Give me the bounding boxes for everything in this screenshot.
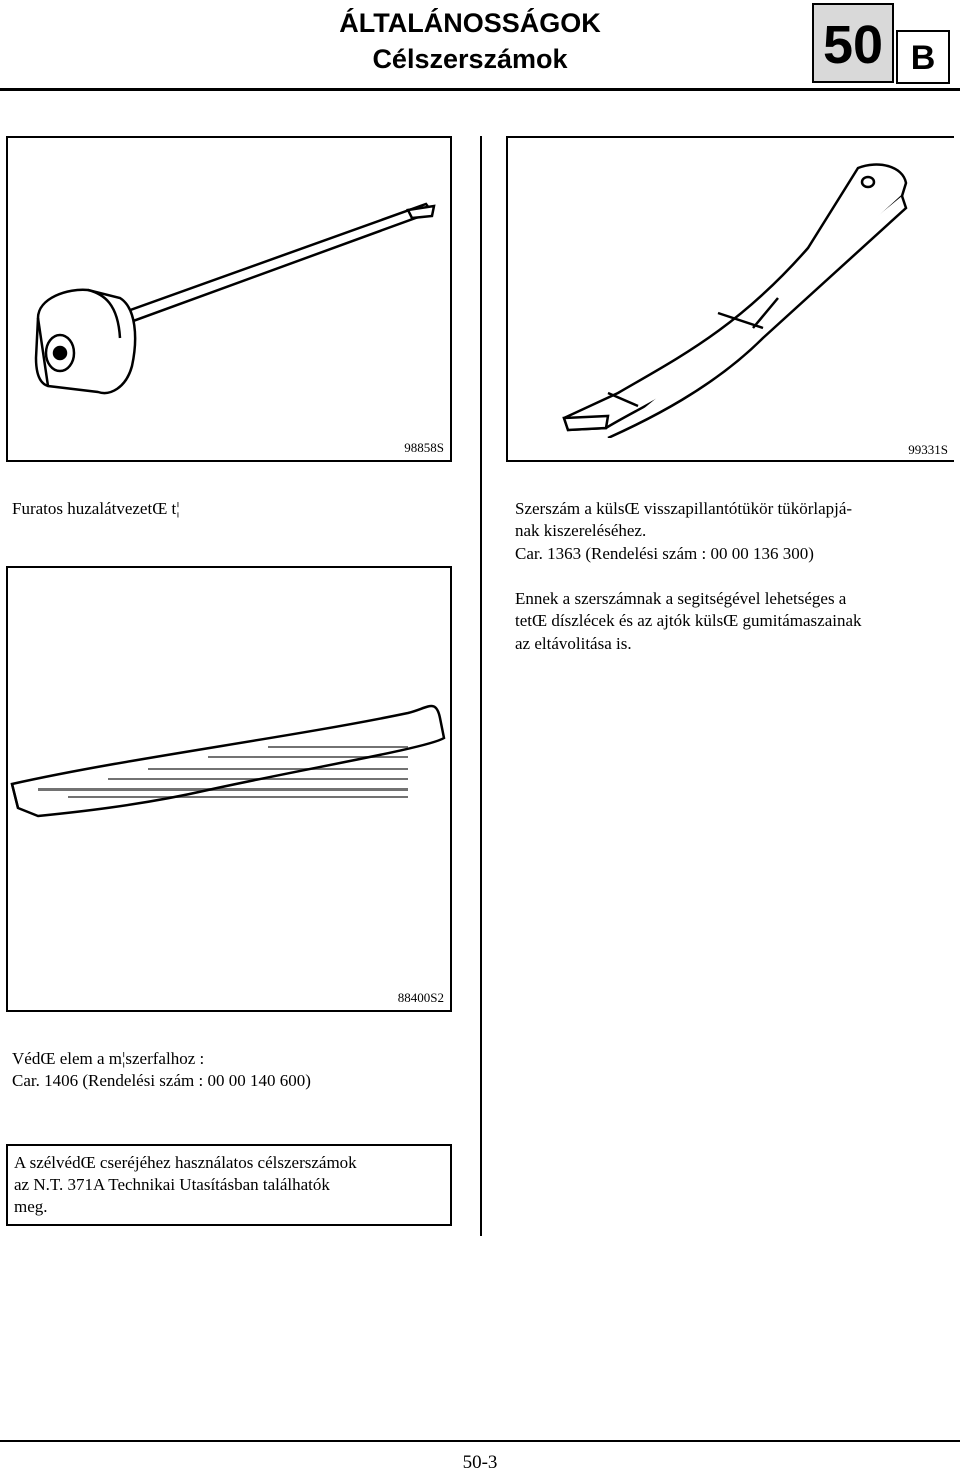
figure-code: 98858S (404, 440, 444, 455)
caption-mirror-tool-ref: Car. 1363 (Rendelési szám : 00 00 136 300) (515, 544, 814, 563)
note-mirror-tool-line1: Ennek a szerszámnak a segitségével lehetséges a (515, 589, 847, 608)
caption-mirror-tool-line1: Szerszám a külsŒ visszapillantótükör tükörlapjá- (515, 499, 853, 518)
dashboard-protector-illustration (8, 568, 450, 988)
note-mirror-tool-line3: az eltávolitása is. (515, 634, 632, 653)
caption-dashboard-protector-line1: VédŒ elem a m¦szerfalhoz : (12, 1049, 205, 1068)
column-separator (480, 136, 482, 1236)
note-box (6, 1144, 452, 1226)
caption-mirror-tool-line2: nak kiszereléséhez. (515, 521, 647, 540)
footer-rule (0, 1440, 960, 1442)
section-letter: B (896, 30, 950, 84)
header-rule (0, 88, 960, 91)
caption-dashboard-protector-ref: Car. 1406 (Rendelési szám : 00 00 140 600) (12, 1071, 311, 1090)
figure-mirror-tool (506, 136, 954, 462)
note-line1: A szélvédŒ cseréjéhez használatos célszerszámok (14, 1153, 357, 1172)
note-line2: az N.T. 371A Technikai Utasításban találhatók (14, 1175, 330, 1194)
figure-mirror-tool-bottom-rule (506, 460, 954, 462)
caption-wire-guide: Furatos huzalátvezetŒ t¦ (12, 499, 180, 518)
mirror-tool-illustration (508, 138, 954, 438)
figure-code: 88400S2 (397, 990, 444, 1005)
wire-guide-illustration (8, 138, 450, 438)
chapter-number: 50 (812, 3, 894, 83)
note-mirror-tool-line2: tetŒ díszlécek és az ajtók külsŒ gumitámaszainak (515, 611, 862, 630)
page-title: ÁLTALÁNOSSÁGOK (339, 8, 601, 38)
page-number: 50-3 (462, 1452, 498, 1473)
figure-dashboard-protector (6, 566, 452, 1012)
figure-wire-guide (6, 136, 452, 462)
note-line3: meg. (14, 1197, 48, 1216)
page-subtitle: Célszerszámok (372, 44, 568, 74)
figure-code: 99331S (908, 442, 948, 457)
